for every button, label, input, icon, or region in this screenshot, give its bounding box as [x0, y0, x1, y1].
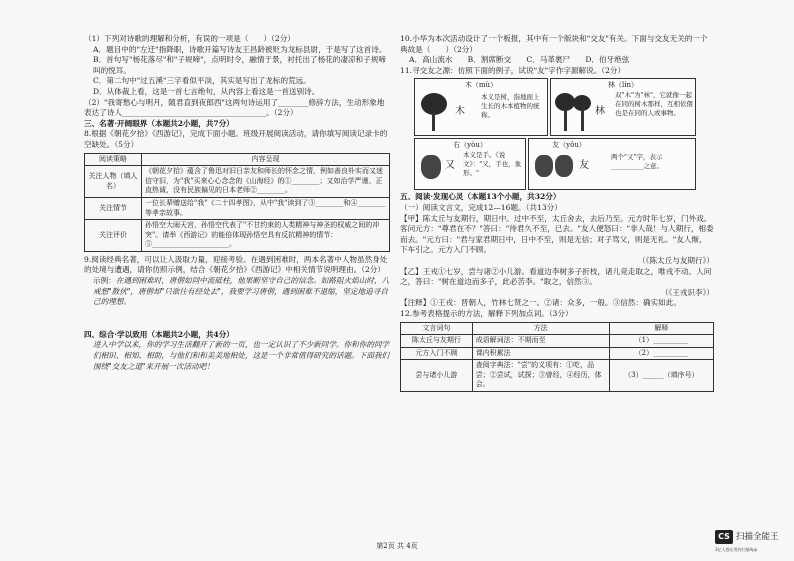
wood-glyph-icon: 木 — [455, 106, 465, 118]
character-origin-figure — [414, 78, 694, 188]
table-cell-label: 关注评价 — [85, 220, 142, 252]
hand-glyph-icon: 又 — [445, 160, 455, 172]
section-5-heading: 五、阅读·发现心灵（本题13个小题，共32分） — [400, 192, 561, 202]
activity-intro: 进入中学以来，你的学习生活翻开了新的一页，也一定认识了不少新同学。你和你的同学们相识、相知、相助，与他们和和美美地相处，这是一个非常值得研究的话题。下面我们围绕"交友之道"来开展一次活动吧！ — [93, 340, 390, 371]
section-3-heading: 三、名著·开阔眼界（本题共2小题，共7分） — [84, 118, 234, 128]
tree-trunk — [432, 113, 435, 131]
hand-icon — [421, 155, 441, 179]
table-cell-content: 《朝花夕拾》蕴含了鲁迅对旧日亲友和师长的怀念之情，例如善良朴实而又迷信守旧，为"我"买来心心念念的《山海经》的①________；又如治学严谨、正直热诚，没有民族偏见的日本老师②________。 — [142, 166, 390, 198]
table-cell-answer: （3）______（填序号） — [609, 360, 713, 392]
panel-mu — [414, 78, 548, 136]
q9-example-text: 在遇到困难时，唐僧如同中流砥柱，他果断坚守自己的信念。如路阻火焰山时，八戒想"散伙"，唐僧却"只欲往有经处去"，我要学习唐僧，遇到困难不退缩，坚定地追寻自己的理想。 — [93, 276, 390, 307]
table-cell-method: 课内积累法 — [472, 347, 609, 360]
q9-example-label: 示例： — [93, 276, 116, 286]
q7-1-option-d: D．从体裁上看，这是一首七言绝句，从内容上看这是一首送别诗。 — [93, 86, 320, 96]
table-cell-phrase: 元方入门不顾 — [401, 347, 473, 360]
panel-mu-text: 本义是树，指地面上生长的木本植物的统称。 — [481, 93, 540, 119]
tree-icon — [421, 93, 447, 115]
passage-jia-label: 【甲】 — [400, 213, 423, 223]
table-cell-answer: （2）__________ — [609, 347, 713, 360]
table-cell-phrase: 陈太丘与友期行 — [401, 335, 473, 348]
table-cell-method: 查阅字典法："尝"的义项有：①吃，品尝；②尝试，试探；③曾经，④经历，体会。 — [472, 360, 609, 392]
scanner-app-name: 扫描全能王 — [736, 532, 779, 542]
panel-lin — [550, 78, 696, 136]
q11-question: 11.寻交友之源：仿照下面的例子，试说"友"字作字源解说。（2分） — [400, 65, 626, 75]
camscanner-logo-icon: CS — [715, 530, 733, 544]
passage-jia — [400, 214, 714, 256]
q9-question: 9.阅读经典名著，可以让人汲取力量，迎接考验。在遇到困难时，两本名著中人物虽然身处的处境与遭遇，请你仿照示例，结合《朝花夕拾》《西游记》中相关情节说明理由。（2分） — [84, 254, 388, 275]
table-cell-phrase: 尝与诸小儿游 — [401, 360, 473, 392]
subsection-1-heading: （一）阅读文言文，完成12—16题。（共13分） — [400, 202, 562, 212]
passage-jia-source: （《陈太丘与友期行》） — [638, 255, 714, 265]
hand-icon — [535, 155, 553, 177]
passage-yi-label: 【乙】 — [400, 266, 423, 276]
annotations: 【注释】①王戎：晋朝人，竹林七贤之一。②诸：众多，一般。③信然：确实如此。 — [400, 298, 681, 308]
table-cell-answer: （1）__________ — [609, 335, 713, 348]
tree-trunk — [564, 109, 567, 131]
friend-glyph-icon: 友 — [579, 160, 589, 172]
q10-question: 10.小华为本次活动设计了一个板报，其中有一个版块和"交友"有关。下面与交友无关的一个典故是（ ）（2分） — [400, 34, 708, 54]
panel-lin-text: 双"木"为"林"，它就像一起在同的树木那样，互相依偎也是在同的人或事物。 — [615, 91, 693, 117]
q7-1-question: （1）下列对诗歌的理解和分析，有误的一项是（ ）（2分） — [84, 34, 295, 43]
panel-you-title: 友（yǒu） — [552, 141, 586, 150]
scanner-tagline: 3亿人都在用的扫描App — [715, 547, 758, 552]
right-column — [400, 34, 714, 392]
passage-yi — [400, 267, 714, 288]
panel-lin-title: 林（lín） — [608, 81, 638, 90]
table-cell-label: 关注人物（填人名） — [85, 166, 142, 198]
table-header-phrase: 文言词句 — [401, 322, 473, 335]
table-header-strategy: 阅读策略 — [85, 153, 142, 166]
table-cell-method: 成语解词法：不期而至 — [472, 335, 609, 348]
q8-question: 8.根据《朝花夕拾》《西游记》，完成下面小题。班级开展阅读活动，请你填写阅读记录卡的空缺处。（5分） — [84, 129, 388, 149]
q10-options: A．高山流水 B．割席断交 C．马革裹尸 D．伯牙绝弦 — [409, 55, 630, 65]
passage-yi-source: （《王戎识李》） — [660, 287, 714, 297]
explanation-table — [400, 322, 714, 393]
q9-example — [84, 276, 390, 308]
table-header-explanation: 解释 — [609, 322, 713, 335]
passage-jia-text: 陈太丘与友期行，期日中。过中不至，太丘舍去，去后乃至。元方时年七岁，门外戏。客问元方："尊君在不？"答曰："待君久不至，已去。"友人便怒曰："非人哉！与人期行，相委而去。"元方曰："君与家君期日中，日中不至，则是无信；对子骂父，则是无礼。"友人惭，下车引之。元方入门不顾。 — [400, 213, 714, 255]
left-column — [84, 34, 390, 372]
table-header-method: 方法 — [472, 322, 609, 335]
hand-icon — [555, 155, 573, 177]
reading-record-table — [84, 153, 390, 252]
panel-mu-title: 木（mù） — [464, 81, 498, 90]
scanner-watermark — [715, 526, 794, 556]
table-header-content: 内容呈现 — [142, 153, 390, 166]
forest-glyph-icon: 林 — [595, 106, 605, 118]
answer-blank-space — [84, 308, 390, 330]
panel-you-right-text: 本义是手。《说文》："又，手也，象形。" — [463, 151, 522, 177]
panel-you-text: 两个"又"字，表示__________之意。 — [611, 153, 663, 170]
tree-trunk — [581, 109, 584, 131]
page-footer: 第2页 共 4页 — [376, 542, 418, 550]
table-cell-content: 一位长辈赠送给"我"《二十四孝图》，从中"我"读到了③________和④________等孝亲故事。 — [142, 197, 390, 219]
q7-1-option-a: A．题目中的"左迁"指降职，诗歌开篇写诗友王昌龄被贬为龙标县尉，于是写了这首诗。 — [93, 44, 387, 54]
q12-question: 12.参考表格提示的方法，解释下列加点词。（3分） — [400, 308, 573, 318]
table-cell-label: 关注情节 — [85, 197, 142, 219]
table-cell-content: 孙悟空大闹天宫，孙悟空代表了"不甘约束的人类精神与神圣的权威之间的冲突"。请举《西游记》的能倍体现孙悟空具有反抗精神的情节：⑤______________________。 — [142, 220, 390, 252]
panel-you-right-title: 右（yòu） — [453, 141, 487, 150]
q7-2-question: （2）"我寄愁心与明月，随君直到夜郎西"这两句诗运用了________修辞方法，生动形象地表达了诗人______________________________________。（2分） — [84, 97, 385, 118]
passage-yi-text: 王戎①七岁，尝与诸②小儿游。看道边李树多子折枝，诸儿竞走取之，唯戎不动。人问之，答曰："树在道边而多子，此必苦李。"取之，信然③。 — [400, 266, 712, 287]
q7-1-option-c: C．第二句中"过五溪"三字看似平淡，其实是写出了龙标的荒远。 — [93, 76, 311, 86]
section-4-heading: 四、综合·学以致用（本题共2小题，共4分） — [84, 329, 234, 339]
q7-1-option-b: B．首句写"杨花落尽"和"子规啼"，点明时令，融情于景，衬托出了杨花的凄凉和子规啼叫的悦耳。 — [93, 55, 386, 75]
panel-you — [528, 138, 696, 190]
panel-you-right — [414, 138, 526, 190]
